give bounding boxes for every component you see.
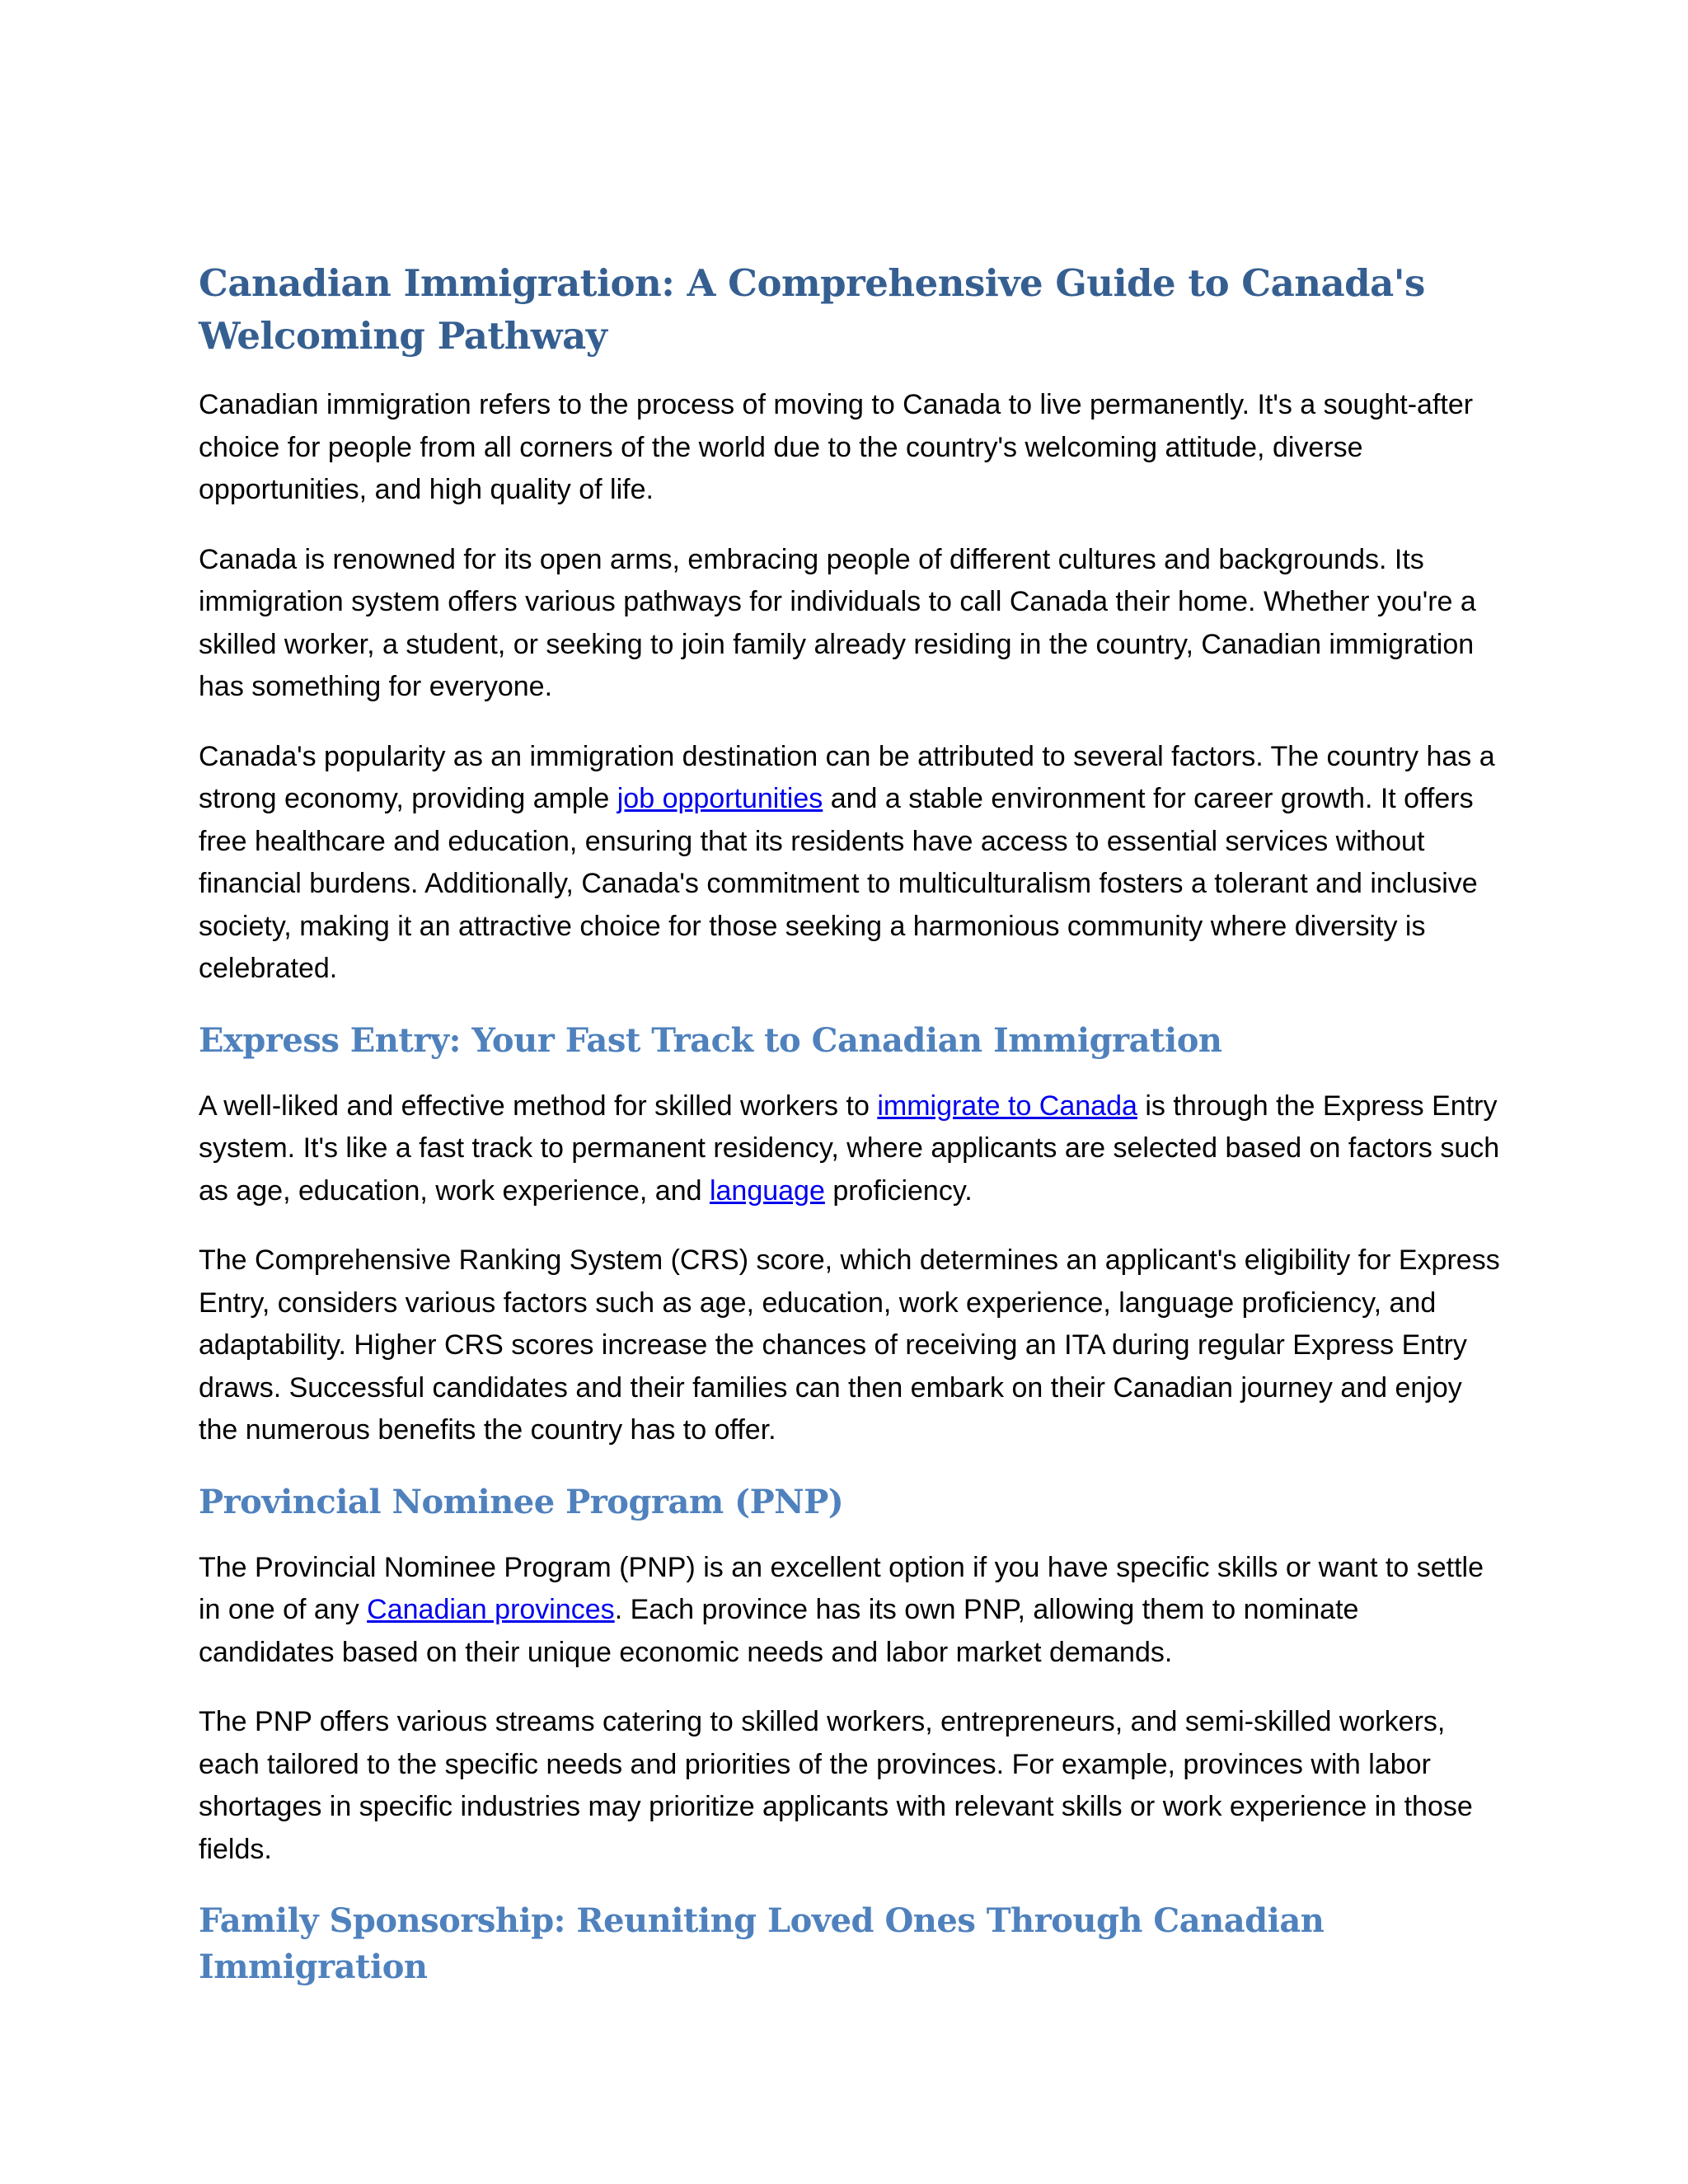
pnp-p1-text-before: The Provincial Nominee Program (PNP) is an excellent option if you have specific skills or want to settle in one of any: [199, 1551, 1484, 1625]
intro-p3-text-before: Canada's popularity as an immigration destination can be attributed to several factors. The country has a strong economy, providing ample: [199, 740, 1495, 814]
pnp-paragraph-1: [199, 1547, 1501, 1675]
pnp-heading: Provincial Nominee Program (PNP): [199, 1482, 844, 1521]
express-entry-paragraph-2: The Comprehensive Ranking System (CRS) score, which determines an applicant's eligibility for Express Entry, considers various factors such as age, education, work experience, language proficiency, and adaptability. Higher CRS scores increase the chances of receiving an ITA during regular Express Entry draws. Successful candidates and their families can then embark on their Canadian journey and enjoy the numerous benefits the country has to offer.: [199, 1244, 1500, 1446]
express-entry-heading: Express Entry: Your Fast Track to Canadian Immigration: [199, 1020, 1222, 1060]
pnp-paragraph-2: The PNP offers various streams catering to skilled workers, entrepreneurs, and semi-skilled workers, each tailored to the specific needs and priorities of the provinces. For example, provinces with labor shortages in specific industries may prioritize applicants with relevant skills or work experience in those fields.: [199, 1706, 1473, 1865]
express-p1-text-before: A well-liked and effective method for skilled workers to: [199, 1090, 878, 1122]
immigrate-to-canada-link[interactable]: immigrate to Canada: [877, 1090, 1137, 1122]
page-title: Canadian Immigration: A Comprehensive Guide to Canada's Welcoming Pathway: [199, 261, 1425, 358]
express-p1-text-middle: is through the Express Entry system. It's like a fast track to permanent residency, where applicants are selected based on factors such as age, education, work experience, and: [199, 1090, 1500, 1207]
family-sponsorship-heading: Family Sponsorship: Reuniting Loved Ones Through Canadian Immigration: [199, 1901, 1325, 1986]
intro-paragraph-1: Canadian immigration refers to the process of moving to Canada to live permanently. It's a sought-after choice for people from all corners of the world due to the country's welcoming attitude, diverse opportunities, and high quality of life.: [199, 389, 1474, 505]
intro-p3-text-after: and a stable environment for career growth. It offers free healthcare and education, ensuring that its residents have access to essential services without financial burdens. Additionally, Canada's commitment to multiculturalism fosters a tolerant and inclusive society, making it an attractive choice for those seeking a harmonious community where diversity is celebrated.: [199, 783, 1478, 984]
canadian-provinces-link[interactable]: Canadian provinces: [367, 1594, 615, 1625]
pnp-p1-text-after: . Each province has its own PNP, allowing them to nominate candidates based on their unique economic needs and labor market demands.: [199, 1594, 1359, 1668]
express-p1-text-after: proficiency.: [824, 1174, 973, 1207]
express-entry-paragraph-1: [199, 1085, 1501, 1213]
intro-paragraph-3: [199, 736, 1501, 991]
intro-paragraph-2: Canada is renowned for its open arms, embracing people of different cultures and backgrounds. Its immigration system offers various pathways for individuals to call Canada their home. Whether you're a skilled worker, a student, or seeking to join family already residing in the country, Canadian immigration has something for everyone.: [199, 543, 1476, 702]
language-link[interactable]: language: [709, 1174, 825, 1207]
job-opportunities-link[interactable]: job opportunities: [617, 783, 823, 814]
document-content: [199, 257, 1501, 2012]
